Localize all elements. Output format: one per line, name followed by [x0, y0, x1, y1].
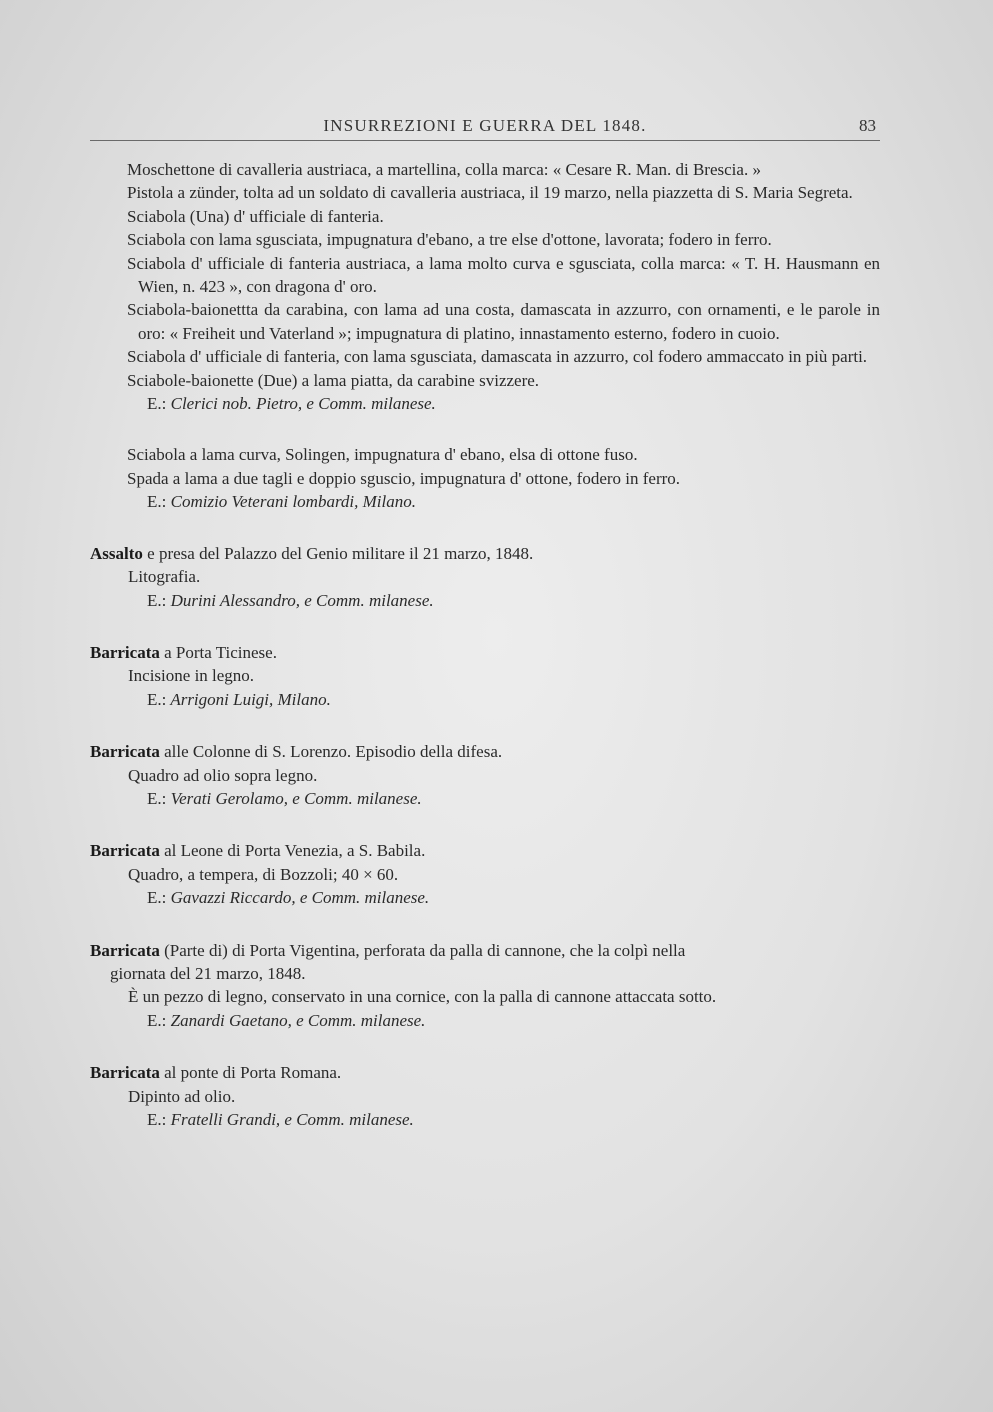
list-item: Sciabola (Una) d' ufficiale di fanteria. — [127, 206, 384, 226]
spacer — [90, 612, 880, 641]
list-item: Sciabola d' ufficiale di fanteria, con lama sgusciata, damascata in azzurro, col fodero ammaccato in più parti. — [127, 347, 868, 367]
credit-name: Fratelli Grandi, e Comm. milanese. — [170, 1110, 414, 1129]
list-item: Sciabola-baionettta da carabina, con lama ad una costa, damascata in azzurro, con ornamenti, e le parole in oro: « Freiheit und Vaterland »; impugnatura di platino, innastamento esterno, fodero in cuoio. — [127, 300, 880, 343]
entry-keyword: Barricata — [90, 1063, 160, 1083]
entry-keyword: Barricata — [90, 940, 160, 960]
list-item: Sciabole-baionette (Due) a lama piatta, da carabine svizzere. — [127, 370, 540, 390]
entry-heading — [90, 1061, 880, 1084]
credit-name: Arrigoni Luigi, Milano. — [170, 689, 331, 709]
entry-detail: Quadro, a tempera, di Bozzoli; 40 × 60. — [128, 864, 399, 884]
entry-detail: Quadro ad olio sopra legno. — [128, 765, 318, 785]
entry-heading — [90, 939, 880, 962]
list-item: Pistola a zünder, tolta ad un soldato di cavalleria austriaca, il 19 marzo, nella piazzetta di S. Maria Segreta. — [127, 183, 853, 203]
running-title: INSURREZIONI E GUERRA DEL 1848. — [323, 116, 647, 135]
exhibitor-credit — [90, 787, 880, 810]
exhibitor-credit — [90, 1108, 880, 1131]
entry-heading — [90, 542, 880, 565]
list-item: Sciabola con lama sgusciata, impugnatura d'ebano, a tre else d'ottone, lavorata; fodero in ferro. — [127, 230, 772, 250]
exhibitor-credit — [90, 490, 880, 513]
exhibitor-credit — [90, 886, 880, 909]
entry-keyword: Barricata — [90, 742, 160, 762]
credit-abbr: E.: — [147, 1010, 167, 1030]
spacer — [90, 711, 880, 740]
entry-continuation: giornata del 21 marzo, 1848. — [110, 963, 306, 983]
exhibitor-credit — [90, 392, 880, 415]
page-number: 83 — [859, 116, 876, 135]
page-header — [90, 114, 880, 141]
list-item: Spada a lama a due tagli e doppio sguscio, impugnatura d' ottone, fodero in ferro. — [127, 468, 681, 488]
entry-keyword: Barricata — [90, 841, 160, 861]
credit-abbr: E.: — [147, 394, 167, 414]
entry-keyword: Barricata — [90, 642, 160, 662]
credit-name: Gavazzi Riccardo, e Comm. milanese. — [170, 888, 430, 908]
entry-detail: Litografia. — [128, 567, 201, 587]
entry-text: (Parte di) di Porta Vigentina, perforata da palla di cannone, che la colpì nella — [164, 940, 686, 960]
credit-abbr: E.: — [147, 888, 167, 908]
entry-text: e presa del Palazzo del Genio militare il 21 marzo, 1848. — [147, 543, 534, 563]
spacer — [90, 415, 880, 443]
list-item: Sciabola a lama curva, Solingen, impugnatura d' ebano, elsa di ottone fuso. — [127, 445, 638, 465]
credit-abbr: E.: — [147, 1110, 167, 1129]
entry-heading — [90, 641, 880, 664]
entry-detail: Dipinto ad olio. — [128, 1086, 236, 1106]
entry-detail: Incisione in legno. — [128, 666, 255, 686]
credit-abbr: E.: — [147, 689, 167, 709]
spacer — [90, 514, 880, 542]
entry-heading — [90, 740, 880, 763]
page-content — [90, 158, 880, 1131]
exhibitor-credit — [90, 589, 880, 612]
entry-text: al Leone di Porta Venezia, a S. Babila. — [164, 841, 426, 861]
entry-text: a Porta Ticinese. — [164, 642, 277, 662]
entry-detail: È un pezzo di legno, conservato in una cornice, con la palla di cannone attaccata sotto. — [128, 987, 717, 1007]
entry-heading — [90, 839, 880, 862]
credit-name: Clerici nob. Pietro, e Comm. milanese. — [170, 394, 436, 414]
credit-name: Zanardi Gaetano, e Comm. milanese. — [170, 1010, 426, 1030]
credit-name: Verati Gerolamo, e Comm. milanese. — [170, 788, 422, 808]
exhibitor-credit — [90, 688, 880, 711]
credit-abbr: E.: — [147, 590, 167, 610]
entry-text: alle Colonne di S. Lorenzo. Episodio della difesa. — [164, 742, 503, 762]
credit-abbr: E.: — [147, 788, 167, 808]
list-item: Sciabola d' ufficiale di fanteria austriaca, a lama molto curva e sgusciata, colla marca: « T. H. Hausmann en Wien, n. 423 », con dragona d' oro. — [127, 253, 880, 297]
spacer — [90, 810, 880, 839]
entry-text: al ponte di Porta Romana. — [164, 1063, 342, 1083]
credit-abbr: E.: — [147, 492, 167, 512]
credit-name: Durini Alessandro, e Comm. milanese. — [170, 590, 434, 610]
spacer — [90, 910, 880, 939]
exhibitor-credit — [90, 1009, 880, 1032]
spacer — [90, 1032, 880, 1061]
credit-name: Comizio Veterani lombardi, Milano. — [170, 492, 417, 512]
list-item: Moschettone di cavalleria austriaca, a martellina, colla marca: « Cesare R. Man. di Brescia. » — [127, 160, 761, 179]
entry-keyword: Assalto — [90, 543, 143, 563]
